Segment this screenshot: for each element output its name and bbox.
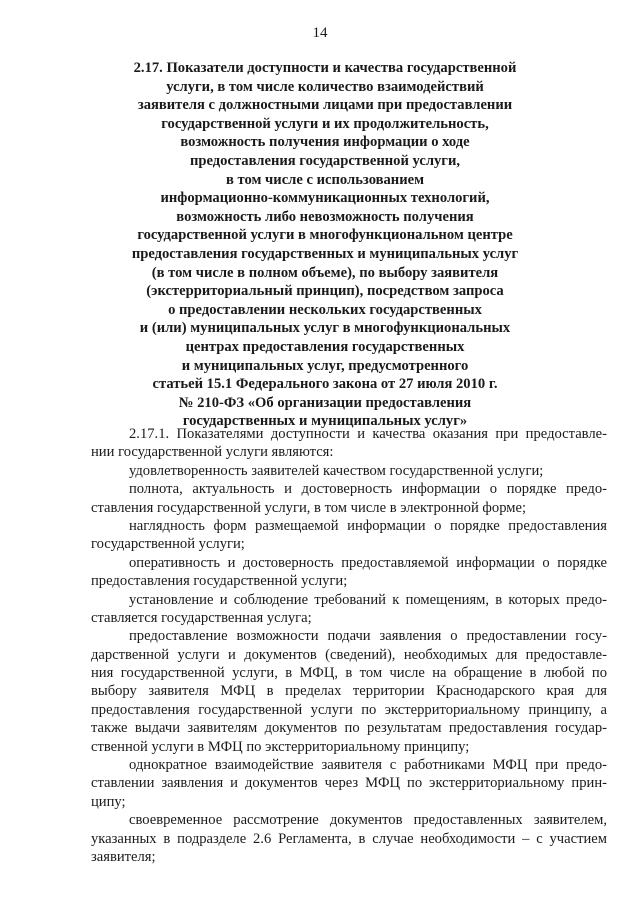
heading-line: в том числе с использованием bbox=[225, 171, 425, 188]
heading-line: о предоставлении нескольких государственных bbox=[168, 301, 482, 318]
body-line: удовлетворенность заявителей качеством государственной услуги; bbox=[129, 462, 544, 479]
section-heading bbox=[100, 59, 550, 431]
body-line: ния государственной услуги, в МФЦ, в том числе на обращение в любой по bbox=[91, 665, 607, 682]
body-line: предоставления государственной услуги по экстерриториальному принципу, а bbox=[91, 701, 607, 718]
heading-line: возможность получения информации о ходе bbox=[180, 134, 470, 151]
page-number: 14 bbox=[312, 25, 328, 41]
body-line: дарственной услуги и документов (сведений), необходимых для предоставле- bbox=[91, 646, 607, 663]
body-line: выбору заявителя МФЦ в пределах территории Краснодарского края для bbox=[91, 683, 607, 700]
body-line: заявителя; bbox=[91, 848, 156, 865]
body-line: 2.17.1. Показателями доступности и качества оказания при предоставле- bbox=[129, 426, 607, 442]
body-line: ственной услуги в МФЦ по экстерриториальному принципу; bbox=[91, 738, 470, 755]
heading-line: государственных и муниципальных услуг» bbox=[182, 413, 468, 430]
body-text bbox=[91, 425, 607, 866]
body-line: ципу; bbox=[91, 793, 126, 810]
body-line: нии государственной услуги являются: bbox=[91, 444, 334, 461]
heading-line: услуги, в том числе количество взаимодействий bbox=[166, 78, 484, 95]
body-line: полнота, актуальность и достоверность информации о порядке предо- bbox=[129, 481, 607, 498]
body-line: государственной услуги; bbox=[91, 536, 245, 553]
heading-line: и муниципальных услуг, предусмотренного bbox=[181, 357, 469, 374]
heading-line: государственной услуги в многофункциональном центре bbox=[137, 227, 513, 244]
body-line: указанных в подразделе 2.6 Регламента, в случае необходимости – с участием bbox=[91, 830, 607, 847]
heading-line: предоставления государственной услуги, bbox=[189, 152, 460, 169]
body-line: однократное взаимодействие заявителя с работниками МФЦ при предо- bbox=[129, 757, 607, 774]
heading-line: (экстерриториальный принцип), посредством запроса bbox=[146, 283, 504, 300]
heading-line: статьей 15.1 Федерального закона от 27 июля 2010 г. bbox=[152, 376, 498, 393]
body-line: ставлении заявления и документов через МФЦ по экстерриториальному прин- bbox=[91, 775, 607, 792]
heading-line: государственной услуги и их продолжительность, bbox=[161, 115, 489, 132]
heading-line: (в том числе в полном объеме), по выбору заявителя bbox=[151, 264, 499, 281]
heading-line: и (или) муниципальных услуг в многофункциональных bbox=[139, 320, 511, 337]
heading-line: 2.17. Показатели доступности и качества государственной bbox=[133, 60, 517, 76]
body-line: наглядность форм размещаемой информации о порядке предоставления bbox=[129, 517, 607, 534]
heading-line: № 210-ФЗ «Об организации предоставления bbox=[178, 394, 472, 411]
heading-line: предоставления государственных и муниципальных услуг bbox=[131, 245, 519, 262]
body-line: оперативность и достоверность предоставляемой информации о порядке bbox=[129, 554, 607, 571]
body-line: ставляется государственная услуга; bbox=[91, 609, 312, 626]
body-line: ставления государственной услуги, в том числе в электронной форме; bbox=[91, 499, 527, 516]
body-line: также выдачи заявителям документов по результатам предоставления государ- bbox=[91, 720, 607, 737]
heading-line: центрах предоставления государственных bbox=[185, 338, 465, 355]
heading-line: возможность либо невозможность получения bbox=[176, 208, 474, 225]
body-line: предоставление возможности подачи заявления о предоставлении госу- bbox=[129, 628, 607, 645]
body-line: установление и соблюдение требований к помещениям, в которых предо- bbox=[129, 591, 607, 608]
body-line: предоставления государственной услуги; bbox=[91, 573, 348, 590]
heading-line: информационно-коммуникационных технологий, bbox=[160, 190, 490, 207]
heading-line: заявителя с должностными лицами при предоставлении bbox=[137, 97, 513, 114]
body-line: своевременное рассмотрение документов предоставленных заявителем, bbox=[129, 812, 607, 829]
